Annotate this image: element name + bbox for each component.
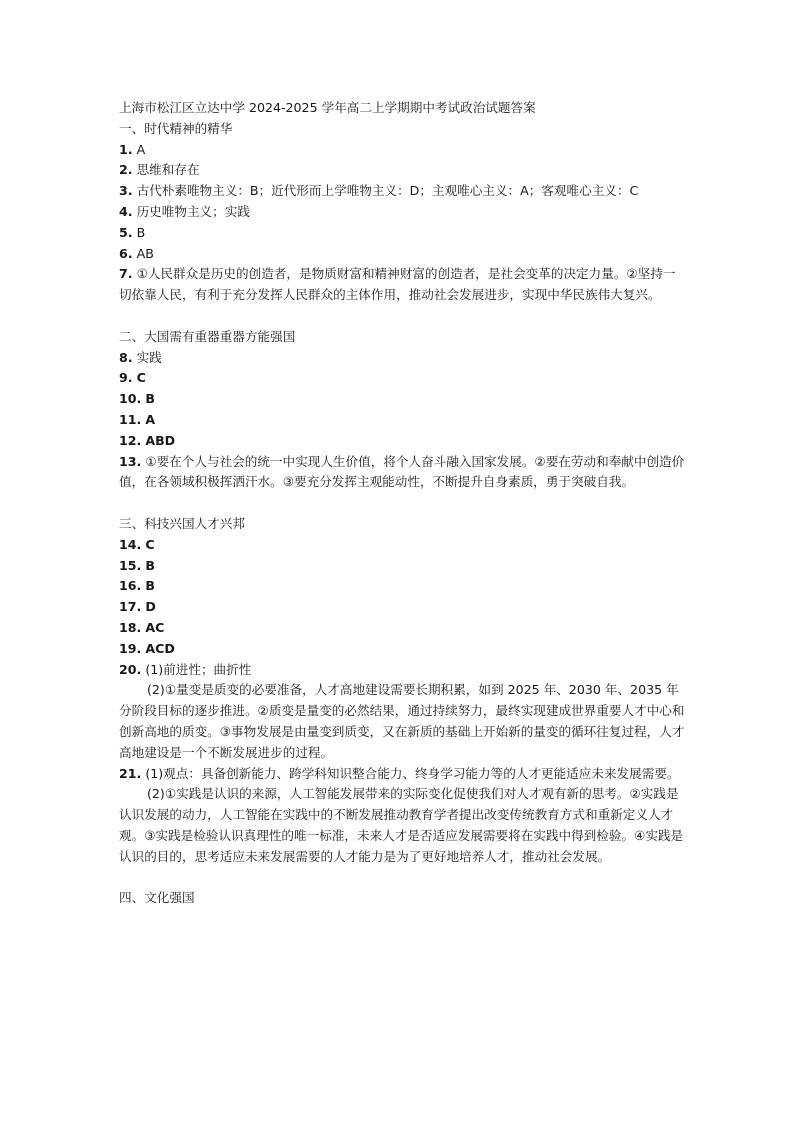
answer-subitem	[119, 784, 687, 867]
answer-item	[119, 202, 687, 223]
blank-line	[119, 867, 687, 888]
item-number: 4.	[119, 203, 133, 219]
answer-item	[119, 160, 687, 181]
item-number: 11.	[119, 411, 142, 427]
section-heading: 二、大国需有重器重器方能强国	[119, 328, 296, 344]
section-heading: 三、科技兴国人才兴邦	[119, 515, 245, 531]
item-number: 8.	[119, 349, 133, 365]
item-number: 3.	[119, 183, 133, 199]
item-number: 19.	[119, 640, 142, 656]
item-text: (2)①实践是认识的来源，人工智能发展带来的实际变化促使我们对人才观有新的思考。②实践是认识发展的动力，人工智能在实践中的不断发展推动教育学者提出改变传统教育方式和重新定义人才观。③实践是检验认识真理性的唯一标准，未来人才是否适应发展需要将在实践中得到检验。④实践是认识的目的，思考适应未来发展需要的人才能力是为了更好地培养人才，推动社会发展。	[119, 786, 684, 864]
item-text: A	[145, 411, 156, 427]
item-text: (1)前进性；曲折性	[145, 661, 252, 677]
item-number: 1.	[119, 141, 133, 157]
item-number: 13.	[119, 453, 142, 469]
item-text: (1)观点：具备创新能力、跨学科知识整合能力、终身学习能力等的人才更能适应未来发展需要。	[145, 765, 680, 781]
document-title: 上海市松江区立达中学 2024-2025 学年高二上学期期中考试政治试题答案	[119, 100, 536, 115]
blank-line	[119, 493, 687, 514]
item-text: A	[136, 141, 146, 157]
answer-item	[119, 576, 687, 597]
answer-item	[119, 597, 687, 618]
answer-item	[119, 348, 687, 369]
answer-item	[119, 556, 687, 577]
item-number: 7.	[119, 266, 133, 282]
section-heading: 一、时代精神的精华	[119, 120, 233, 136]
item-number: 12.	[119, 432, 142, 448]
item-text: ABD	[145, 432, 176, 448]
item-text: B	[136, 224, 146, 240]
item-text: D	[145, 599, 156, 615]
answer-item	[119, 264, 687, 306]
item-text: 历史唯物主义；实践	[136, 203, 250, 219]
item-number: 17.	[119, 599, 142, 615]
item-number: 18.	[119, 619, 142, 635]
item-text: 实践	[136, 349, 162, 365]
answer-item	[119, 244, 687, 265]
answer-item	[119, 223, 687, 244]
item-text: 思维和存在	[136, 162, 200, 178]
item-text: C	[136, 370, 146, 386]
answer-item	[119, 764, 687, 785]
item-text: B	[145, 391, 155, 407]
answer-item	[119, 389, 687, 410]
blank-line	[119, 306, 687, 327]
item-text: C	[145, 536, 155, 552]
answer-subitem	[119, 680, 687, 763]
answer-sheet	[119, 98, 687, 909]
item-text: (2)①量变是质变的必要准备，人才高地建设需要长期积累，如到 2025 年、2030 年、2035 年分阶段目标的逐步推进。②质变是量变的必然结果，通过持续努力，最终实现建成世界重要人才中心和创新高地的质变。③事物发展是由量变到质变，又在新质的基础上开始新的量变的循环往复过程，人才高地建设是一个不断发展进步的过程。	[119, 682, 685, 760]
answer-item	[119, 535, 687, 556]
item-text: 古代朴素唯物主义：B；近代形而上学唯物主义：D；主观唯心主义：A；客观唯心主义：C	[136, 183, 639, 199]
item-text: ACD	[145, 640, 175, 656]
item-text: AB	[136, 245, 154, 261]
answer-item	[119, 452, 687, 494]
item-number: 2.	[119, 162, 133, 178]
item-number: 14.	[119, 536, 142, 552]
item-text: ①要在个人与社会的统一中实现人生价值，将个人奋斗融入国家发展。②要在劳动和奉献中创造价值，在各领域积极挥洒汗水。③要充分发挥主观能动性，不断提升自身素质，勇于突破自我。	[119, 453, 685, 490]
item-number: 15.	[119, 557, 142, 573]
item-number: 10.	[119, 391, 142, 407]
item-number: 5.	[119, 224, 133, 240]
section-heading: 四、文化强国	[119, 890, 195, 906]
item-text: B	[145, 557, 155, 573]
item-number: 6.	[119, 245, 133, 261]
answer-item	[119, 660, 687, 681]
item-text: ①人民群众是历史的创造者，是物质财富和精神财富的创造者，是社会变革的决定力量。②坚持一切依靠人民，有利于充分发挥人民群众的主体作用，推动社会发展进步，实现中华民族伟大复兴。	[119, 266, 676, 303]
item-text: B	[145, 578, 155, 594]
item-number: 16.	[119, 578, 142, 594]
answer-item	[119, 618, 687, 639]
answer-item	[119, 181, 687, 202]
answer-item	[119, 368, 687, 389]
answer-item	[119, 431, 687, 452]
answer-item	[119, 639, 687, 660]
answer-item	[119, 140, 687, 161]
item-text: AC	[145, 619, 165, 635]
answer-item	[119, 410, 687, 431]
item-number: 21.	[119, 765, 142, 781]
item-number: 9.	[119, 370, 133, 386]
item-number: 20.	[119, 661, 142, 677]
